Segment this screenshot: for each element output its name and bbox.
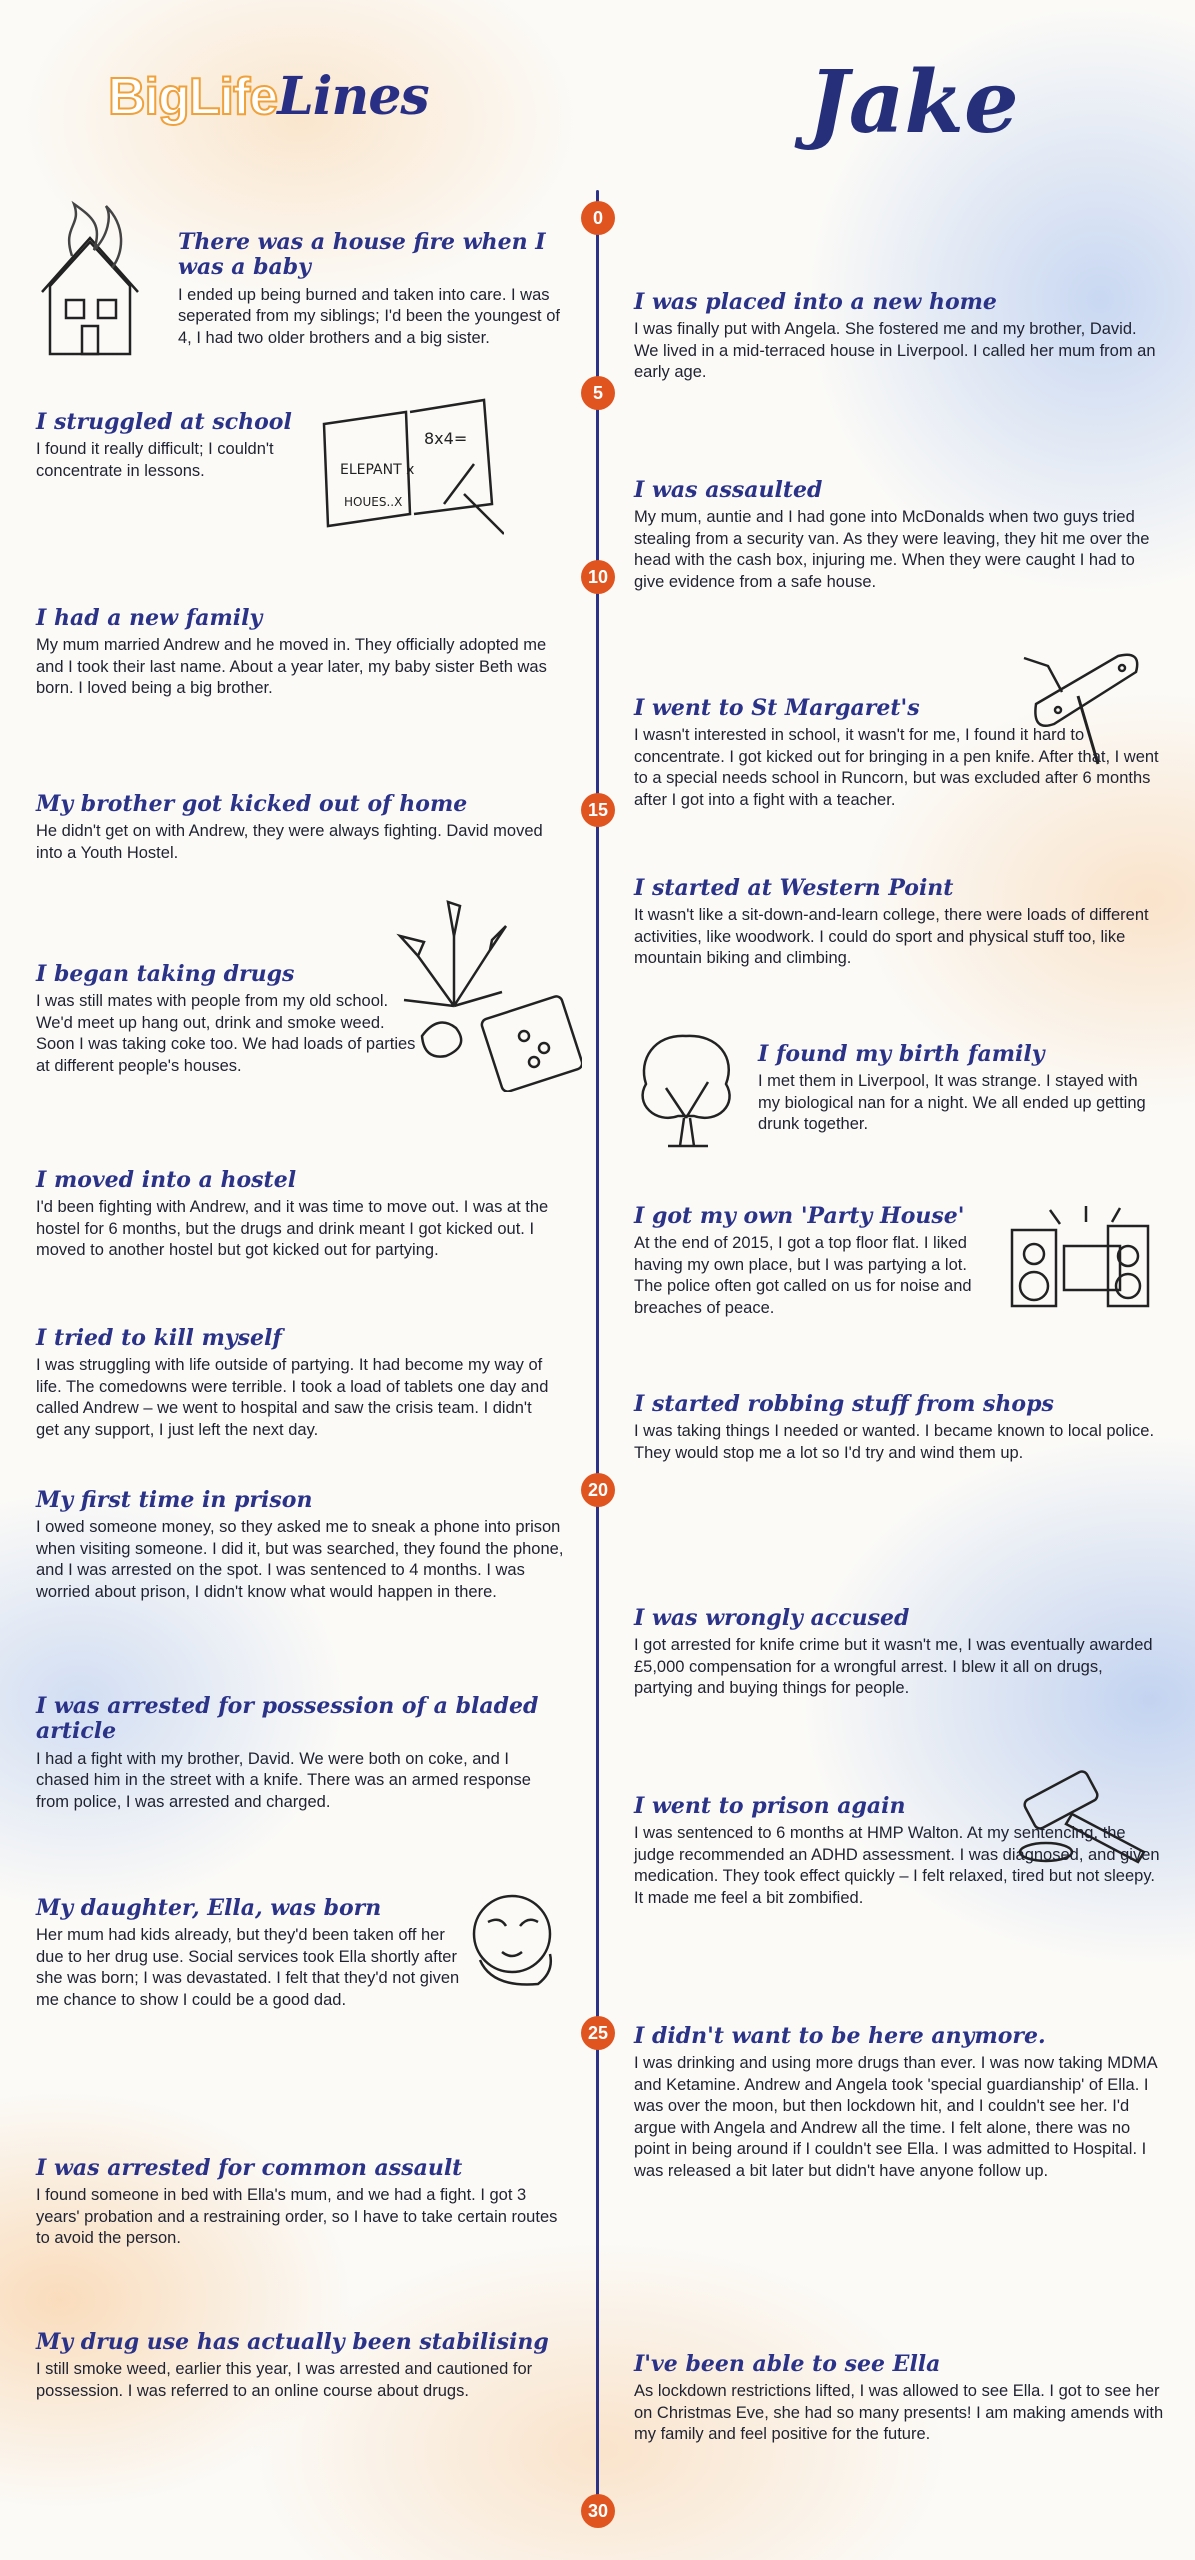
event-text: I had a fight with my brother, David. We were both on coke, and I chased him in the street with a knife. There was an armed response from police, I was arrested and charged. (36, 1749, 531, 1811)
life-event (178, 230, 564, 349)
event-title: I was arrested for common assault (36, 2155, 463, 2181)
event-title: I struggled at school (36, 409, 292, 435)
event-text: I found it really difficult; I couldn't concentrate in lessons. (36, 440, 274, 480)
school-book-icon (314, 394, 504, 542)
event-title: I had a new family (36, 605, 263, 631)
logo-part-2: Lines (277, 66, 429, 127)
timeline-line (596, 190, 599, 2510)
event-title: My drug use has actually been stabilising (36, 2329, 549, 2355)
event-text: I was still mates with people from my old school. We'd meet up hang out, drink and smoke weed. Soon I was taking coke too. We had loads of parties at different people's houses. (36, 992, 416, 1075)
age-marker-30: 30 (581, 2494, 615, 2528)
life-event (36, 1896, 460, 2011)
life-event (36, 962, 426, 1077)
age-marker-25: 25 (581, 2016, 615, 2050)
event-text: My mum, auntie and I had gone into McDonalds when two guys tried stealing from a security van. As they were leaving, they hit me over the head with the cash box, injuring me. When they were caught I had to give evidence from a safe house. (634, 508, 1150, 591)
life-event (36, 2330, 566, 2402)
life-event (36, 1168, 576, 1262)
event-title: My first time in prison (36, 1487, 313, 1513)
event-text: I found someone in bed with Ella's mum, and we had a fight. I got 3 years' probation and a restraining order, so I have to take certain routes to avoid the person. (36, 2186, 558, 2248)
life-event (36, 1326, 556, 1441)
age-marker-20: 20 (581, 1473, 615, 1507)
event-text: He didn't get on with Andrew, they were always fighting. David moved into a Youth Hostel. (36, 822, 543, 862)
event-title: I was arrested for possession of a bladed article (36, 1693, 539, 1745)
biglifelines-logo (108, 66, 429, 127)
event-title: My brother got kicked out of home (36, 791, 468, 817)
life-event (36, 410, 316, 482)
life-event (634, 1794, 1164, 1909)
life-event (36, 1488, 566, 1603)
event-text: I ended up being burned and taken into care. I was seperated from my siblings; I'd been the youngest of 4, I had two older brothers and a big sister. (178, 285, 560, 347)
life-event (634, 1606, 1154, 1700)
event-title: There was a house fire when I was a baby (178, 229, 546, 281)
event-text: As lockdown restrictions lifted, I was allowed to see Ella. I got to see her on Christmas Eve, she had so many presents! I am making amends with my family and feel positive for the future. (634, 2382, 1164, 2444)
event-text: I wasn't interested in school, it wasn't for me, I found it hard to concentrate. I got kicked out for bringing in a pen knife. After that, I went to a special needs school in Runcorn, but was excluded after 6 months after I got into a fight with a teacher. (634, 726, 1159, 809)
event-text: Her mum had kids already, but they'd been taken off her due to her drug use. Social services took Ella shortly after she was born; I was devastated. I felt that they'd not given me chance to show I could be a good dad. (36, 1926, 460, 2009)
life-event (36, 2156, 566, 2250)
event-title: I found my birth family (758, 1041, 1045, 1067)
event-text: I'd been fighting with Andrew, and it was time to move out. I was at the hostel for 6 months, but the drugs and drink meant I got kicked out. I moved to another hostel but got kicked out for partying. (36, 1198, 549, 1260)
event-title: I've been able to see Ella (634, 2351, 941, 2377)
event-text: It wasn't like a sit-down-and-learn college, there were loads of different activities, like woodwork. I could do sport and physical stuff too, like mountain biking and climbing. (634, 906, 1149, 968)
event-title: I started at Western Point (634, 875, 954, 901)
svg-text:ELEPANT x: ELEPANT x (340, 462, 415, 478)
life-event (758, 1042, 1160, 1136)
age-marker-10: 10 (581, 560, 615, 594)
event-title: I tried to kill myself (36, 1325, 282, 1351)
event-text: I was struggling with life outside of partying. It had become my way of life. The comedowns were terrible. I took a load of tablets one day and called Andrew – we went to hospital and saw the crisis team. I didn't get any support, I just left the next day. (36, 1356, 549, 1439)
event-title: I was wrongly accused (634, 1605, 910, 1631)
svg-text:HOUES..X: HOUES..X (344, 495, 403, 509)
event-text: I was finally put with Angela. She fostered me and my brother, David. We lived in a mid-terraced house in Liverpool. I called her mum from an early age. (634, 320, 1156, 382)
event-title: I was assaulted (634, 477, 823, 503)
life-event (634, 478, 1164, 593)
baby-icon (462, 1888, 562, 1992)
event-title: I didn't want to be here anymore. (634, 2023, 1046, 2049)
event-title: I went to St Margaret's (634, 695, 920, 721)
age-marker-15: 15 (581, 793, 615, 827)
logo-part-1: BigLife (108, 68, 278, 126)
event-text: I got arrested for knife crime but it wasn't me, I was eventually awarded £5,000 compensation for a wrongful arrest. I blew it all on drugs, partying and buying things for people. (634, 1636, 1153, 1698)
tree-icon (628, 1028, 744, 1152)
house-fire-icon (32, 196, 148, 362)
life-event (634, 876, 1164, 970)
event-text: I was taking things I needed or wanted. I became known to local police. They would stop me a lot so I'd try and wind them up. (634, 1422, 1155, 1462)
life-event (634, 290, 1164, 384)
event-title: I went to prison again (634, 1793, 906, 1819)
event-title: I was placed into a new home (634, 289, 997, 315)
age-marker-0: 0 (581, 201, 615, 235)
person-name: Jake (808, 52, 1019, 153)
event-title: My daughter, Ella, was born (36, 1895, 382, 1921)
life-event (634, 1204, 984, 1319)
speakers-icon (990, 1200, 1160, 1324)
life-event (634, 2024, 1164, 2182)
event-text: I was sentenced to 6 months at HMP Walton. At my sentencing, the judge recommended an ADHD assessment. I was diagnosed, and given medication. They took effect quickly – I felt relaxed, tired but not sleepy. It made me feel a bit zombified. (634, 1824, 1160, 1907)
life-event (634, 696, 1164, 811)
life-event (36, 1694, 566, 1813)
event-title: I moved into a hostel (36, 1167, 297, 1193)
event-text: My mum married Andrew and he moved in. They officially adopted me and I took their last name. About a year later, my baby sister Beth was born. I loved being a big brother. (36, 636, 547, 698)
event-text: I owed someone money, so they asked me to sneak a phone into prison when visiting someone. I did it, but was searched, they found the phone, and I was arrested on the spot. I was sentenced to 4 months. I was worried about prison, I didn't know what would happen in there. (36, 1518, 564, 1601)
event-title: I started robbing stuff from shops (634, 1391, 1054, 1417)
event-text: At the end of 2015, I got a top floor flat. I liked having my own place, but I was partying a lot. The police often got called on us for noise and breaches of peace. (634, 1234, 972, 1317)
event-text: I met them in Liverpool, It was strange. I stayed with my biological nan for a night. We all ended up getting drunk together. (758, 1072, 1146, 1134)
svg-text:8x4=: 8x4= (424, 429, 468, 448)
life-event (36, 606, 572, 700)
life-event (36, 792, 566, 864)
event-text: I was drinking and using more drugs than ever. I was now taking MDMA and Ketamine. Andrew and Angela took 'special guardianship' of Ella. I was over the moon, but then lockdown hit, and I couldn't see her. I'd argue with Angela and Andrew all the time. I felt alone, there was no point in being around if I couldn't see Ella. I was admitted to Hospital. I was released a bit later but didn't have anyone follow up. (634, 2054, 1157, 2180)
event-text: I still smoke weed, earlier this year, I was arrested and cautioned for possession. I was referred to an online course about drugs. (36, 2360, 533, 2400)
life-event (634, 1392, 1164, 1464)
event-title: I began taking drugs (36, 961, 295, 987)
age-marker-5: 5 (581, 376, 615, 410)
life-event (634, 2352, 1164, 2446)
event-title: I got my own 'Party House' (634, 1203, 965, 1229)
